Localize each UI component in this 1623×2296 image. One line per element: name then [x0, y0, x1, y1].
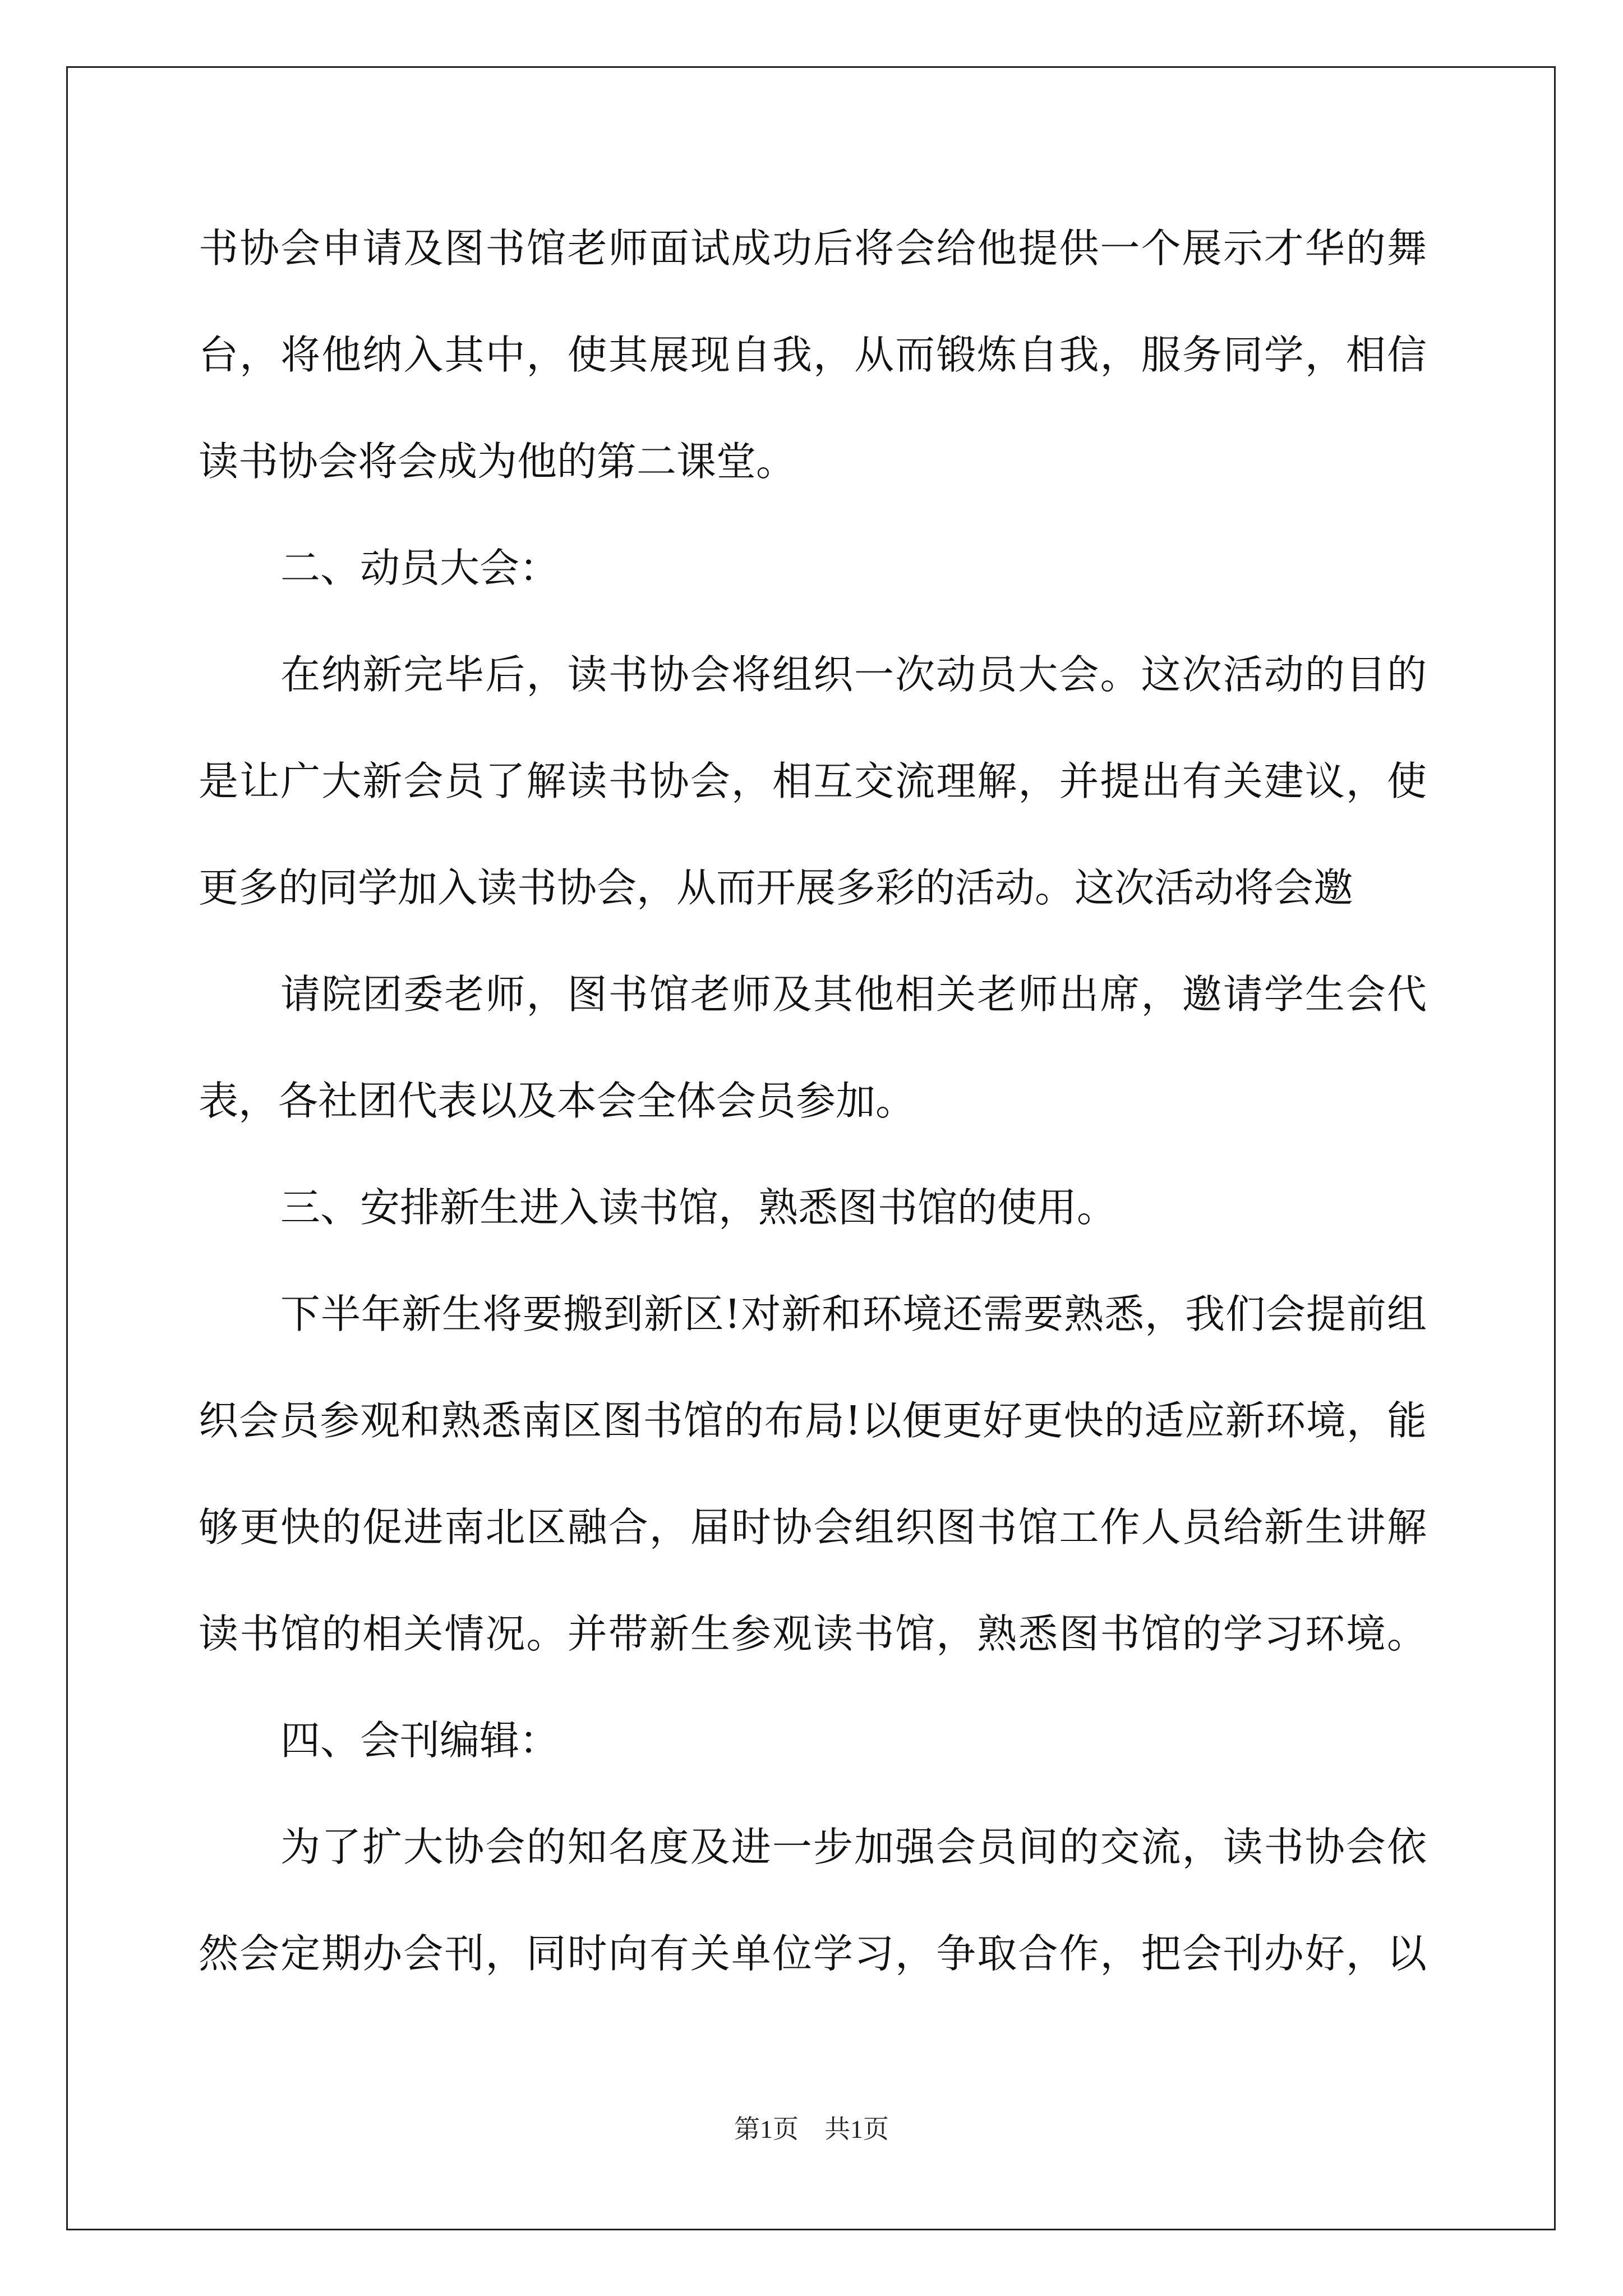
- text-line-5: 在纳新完毕后，读书协会将组织一次动员大会。这次活动的目的: [280, 651, 1427, 698]
- text-line-9: 表，各社团代表以及本会全体会员参加。: [199, 1078, 916, 1124]
- page-number-footer: 第1页 共1页: [734, 2115, 889, 2143]
- text-line-3: 读书协会将会成为他的第二课堂。: [199, 438, 796, 485]
- section-heading-2: 二、动员大会：: [280, 545, 560, 591]
- section-heading-4: 四、会刊编辑：: [280, 1717, 560, 1764]
- text-line-7: 更多的同学加入读书协会，从而开展多彩的活动。这次活动将会邀: [199, 864, 1354, 911]
- text-line-11: 下半年新生将要搬到新区!对新和环境还需要熟悉，我们会提前组: [280, 1291, 1427, 1337]
- text-line-12: 织会员参观和熟悉南区图书馆的布局!以便更好更快的适应新环境，能: [199, 1397, 1427, 1444]
- text-line-2: 台，将他纳入其中，使其展现自我，从而锻炼自我，服务同学，相信: [199, 332, 1427, 378]
- text-line-14: 读书馆的相关情况。并带新生参观读书馆，熟悉图书馆的学习环境。: [199, 1611, 1427, 1657]
- text-line-16: 为了扩大协会的知名度及进一步加强会员间的交流，读书协会依: [280, 1824, 1427, 1870]
- page-border: [66, 66, 1556, 2230]
- text-line-6: 是让广大新会员了解读书协会，相互交流理解，并提出有关建议，使: [199, 758, 1427, 804]
- text-line-13: 够更快的促进南北区融合，届时协会组织图书馆工作人员给新生讲解: [199, 1504, 1427, 1550]
- section-heading-3: 三、安排新生进入读书馆，熟悉图书馆的使用。: [280, 1184, 1117, 1231]
- text-line-8: 请院团委老师，图书馆老师及其他相关老师出席，邀请学生会代: [280, 971, 1427, 1018]
- text-line-17: 然会定期办会刊，同时向有关单位学习，争取合作，把会刊办好，以: [199, 1930, 1427, 1977]
- text-line-1: 书协会申请及图书馆老师面试成功后将会给他提供一个展示才华的舞: [199, 225, 1427, 272]
